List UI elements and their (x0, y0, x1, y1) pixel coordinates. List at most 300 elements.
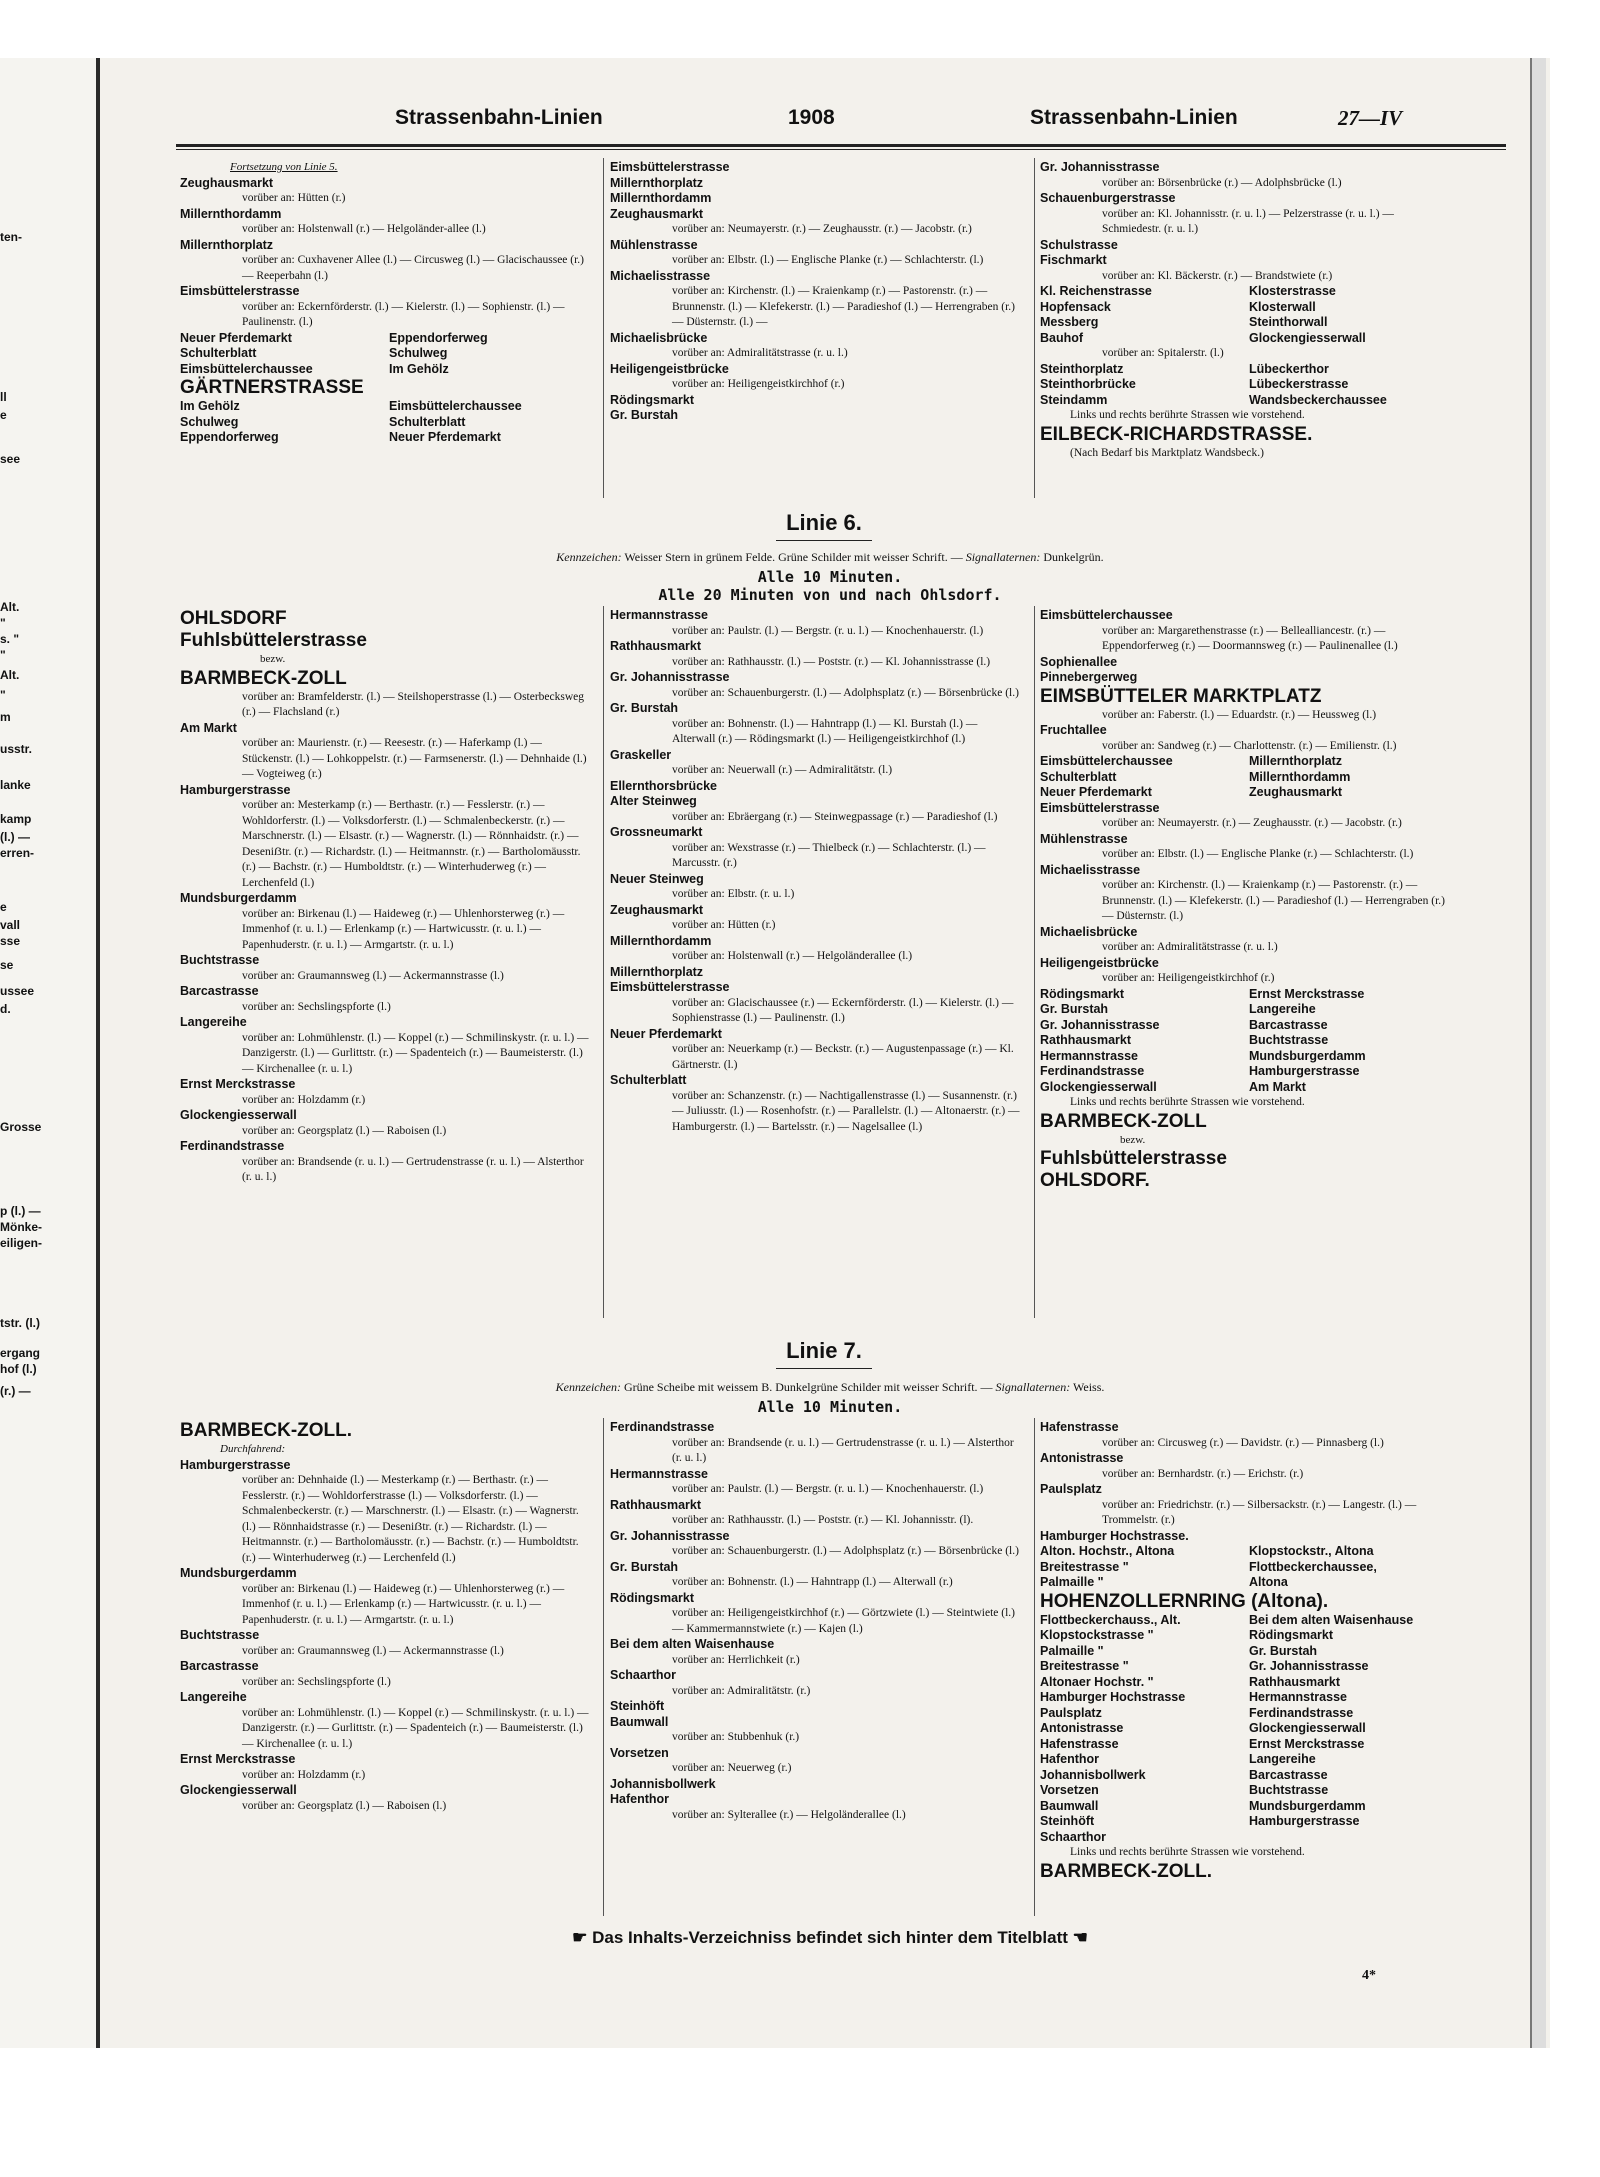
header-right: Strassenbahn-Linien (1030, 106, 1238, 129)
stop-name: Buchtstrasse (180, 953, 260, 967)
stop-name: Palmaille " (1040, 1643, 1104, 1658)
stop-name: Steinthorplatz (1040, 361, 1124, 376)
stop-name: Bauhof (1040, 330, 1084, 345)
stop-name: Paulsplatz (1040, 1482, 1102, 1496)
stop-name: Heiligengeistbrücke (1040, 955, 1159, 970)
header-year: 1908 (788, 106, 835, 129)
linie5-column-1 (180, 160, 598, 446)
footer-notice: ☛ Das Inhalts-Verzeichniss befindet sich hinter dem Titelblatt ☚ (572, 1928, 1088, 1947)
running-header (170, 102, 1510, 132)
stop-name: Gr. Johannisstrasse (1040, 160, 1160, 174)
stop-pair-column (1040, 754, 1249, 801)
stop-name: Eimsbüttelerstrasse (610, 980, 730, 994)
adjacent-page-fragment: d. (0, 1002, 11, 1016)
passing-streets: vorüber an: Sylterallee (r.) — Helgoländerallee (l.) (672, 1808, 906, 1821)
stop-pair-column (1040, 987, 1249, 1096)
stop-name: Eppendorferweg (180, 430, 279, 444)
route-note: Links und rechts berührte Strassen wie vorstehend. (1070, 1096, 1305, 1108)
stop-name: Alter Steinweg (610, 794, 697, 808)
stop-name: Alton. Hochstr., Altona (1040, 1544, 1175, 1558)
stop-name: Bei dem alten Waisenhause (1249, 1612, 1414, 1627)
stop-pair-column (389, 331, 598, 378)
stop-name: Schulweg (180, 414, 239, 429)
stop-name: Schulterblatt (610, 1073, 687, 1087)
stop-name: Breitestrasse " (1040, 1559, 1129, 1574)
adjacent-page-fragment: " (0, 616, 6, 630)
stop-name: Hermannstrasse (610, 1466, 708, 1481)
column-divider (1034, 158, 1035, 498)
passing-streets: vorüber an: Paulstr. (l.) — Bergstr. (r. u. l.) — Knochenhauerstr. (l.) (672, 624, 984, 637)
stop-name: Pinnebergerweg (1040, 670, 1138, 684)
stop-name: Millernthorplatz (610, 964, 704, 979)
passing-streets: vorüber an: Kl. Johannisstr. (r. u. l.) — Pelzerstrasse (r. u. l.) — Schmiedestr. (r. u. l.) (1102, 207, 1394, 235)
stop-name: Rathhausmarkt (1040, 1033, 1131, 1047)
stop-name: Langereihe (1249, 1752, 1316, 1766)
stop-name: Gr. Burstah (610, 1559, 679, 1574)
stop-name: Millernthordamm (610, 933, 712, 948)
adjacent-page-fragment: eiligen- (0, 1236, 43, 1250)
stop-name: Altonaer Hochstr. " (1040, 1674, 1154, 1689)
stop-name: Mundsburgerdamm (180, 1566, 297, 1580)
passing-streets: vorüber an: Paulstr. (l.) — Bergstr. (r. u. l.) — Knochenhauerstr. (l.) (672, 1483, 984, 1495)
stop-pair-column (1249, 1544, 1458, 1591)
stop-name: Neuer Pferdemarkt (610, 1026, 722, 1041)
stop-name: Eppendorferweg (389, 330, 488, 345)
stop-name: Gr. Burstah (1040, 1002, 1109, 1016)
linie6-title-rule (776, 540, 872, 541)
adjacent-page-fragment: usstr. (0, 742, 33, 756)
adjacent-page-fragment: tstr. (l.) (0, 1316, 41, 1330)
stop-name: Hamburgerstrasse (180, 782, 291, 797)
adjacent-page-fragment: " (0, 648, 6, 662)
stop-name: Gr. Burstah (610, 408, 679, 422)
route-note: (Nach Bedarf bis Marktplatz Wandsbeck.) (1070, 446, 1264, 459)
stop-name: Zeughausmarkt (1249, 785, 1343, 799)
passing-streets: vorüber an: Heiligengeistkirchhof (r.) (1102, 972, 1275, 984)
stop-pair-list (1040, 284, 1458, 346)
stop-name: Baumwall (1040, 1798, 1099, 1813)
stop-name: Hafenstrasse (1040, 1736, 1119, 1751)
scan-border (0, 0, 1600, 58)
stop-name: Fruchtallee (1040, 723, 1107, 737)
adjacent-page-fragment: " (0, 688, 6, 702)
linie6-interval: Alle 10 Minuten. (757, 568, 903, 586)
terminus-name: EILBECK-RICHARDSTRASSE. (1040, 423, 1313, 445)
stop-name: Mühlenstrasse (610, 237, 698, 252)
passing-streets: vorüber an: Rathhausstr. (l.) — Poststr. (r.) — Kl. Johannisstr. (l). (672, 1514, 974, 1526)
stop-name: Ernst Merckstrasse (180, 1077, 296, 1091)
passing-streets: vorüber an: Graumannsweg (l.) — Ackermannstrasse (l.) (242, 1644, 504, 1657)
stop-name: Michaelisbrücke (1040, 924, 1138, 939)
linie6-kennzeichen (180, 550, 1480, 565)
passing-streets: vorüber an: Stubbenhuk (r.) (672, 1731, 800, 1743)
adjacent-page-fragment: ten- (0, 230, 22, 244)
stop-name: Ferdinandstrasse (1249, 1705, 1354, 1720)
passing-streets: vorüber an: Wexstrasse (r.) — Thielbeck (r.) — Schlachterstr. (l.) — Marcusstr. (r.) (672, 841, 986, 869)
adjacent-page-fragment: (l.) — (0, 830, 30, 844)
stop-name: Schauenburgerstrasse (1040, 191, 1176, 205)
linie7-interval: Alle 10 Minuten. (757, 1398, 903, 1416)
stop-name: Klosterstrasse (1249, 284, 1336, 298)
stop-name: Steindamm (1040, 392, 1108, 407)
passing-streets: vorüber an: Cuxhavener Allee (l.) — Circusweg (l.) — Glacischaussee (r.) — Reeperbahn (l.) (242, 254, 585, 282)
stop-name: Gr. Johannisstrasse (1040, 1017, 1160, 1032)
stop-pair-list (1040, 754, 1458, 801)
stop-name: Barcastrasse (1249, 1767, 1328, 1782)
passing-streets: vorüber an: Sandweg (r.) — Charlottenstr. (r.) — Emilienstr. (l.) (1102, 739, 1397, 752)
passing-streets: vorüber an: Lohmühlenstr. (l.) — Koppel (r.) — Schmilinskystr. (r. u. l.) — Danzigerstr. (l.) — Gurlittstr. (r.) — Spadenteich (r.) — Baumeisterstr. (l.) — Kirchenallee (r. u. l.) (242, 1031, 589, 1075)
stop-name: Ellernthorsbrücke (610, 778, 717, 793)
stop-name: Rödingsmarkt (610, 1590, 695, 1605)
kennzeichen-label: Kennzeichen: (555, 1380, 621, 1394)
passing-streets: vorüber an: Ebräergang (r.) — Steinwegpassage (r.) — Paradieshof (l.) (672, 810, 998, 823)
stop-name: Mühlenstrasse (1040, 831, 1128, 846)
adjacent-page-fragment: p (l.) — (0, 1204, 41, 1218)
stop-pair-list (1040, 987, 1458, 1096)
continuation-note: Fortsetzung von Linie 5. (230, 161, 338, 173)
linie7-column-1 (180, 1420, 598, 1814)
stop-pair-column (1249, 1613, 1458, 1846)
stop-name: Sophienallee (1040, 654, 1118, 669)
stop-name: Rödingsmarkt (610, 392, 695, 407)
passing-streets: vorüber an: Neumayerstr. (r.) — Zeughausstr. (r.) — Jacobstr. (r.) (1102, 817, 1402, 829)
stop-name: Michaelisstrasse (610, 268, 711, 283)
adjacent-page-fragment: ll (0, 390, 7, 404)
stop-name: Millernthordamm (610, 191, 712, 205)
passing-streets: vorüber an: Sechslingspforte (l.) (242, 1675, 391, 1688)
stop-name: Ernst Merckstrasse (1249, 986, 1365, 1001)
stop-name: Baumwall (610, 1714, 669, 1729)
stop-name: Millernthorplatz (610, 175, 704, 190)
stop-name: Eimsbüttelerchaussee (180, 361, 313, 376)
passing-streets: vorüber an: Schauenburgerstr. (l.) — Adolphsplatz (r.) — Börsenbrücke (l.) (672, 686, 1019, 699)
stop-name: Hamburgerstrasse (1249, 1064, 1360, 1078)
stop-pair-column (1249, 362, 1458, 409)
adjacent-page-fragment: Alt. (0, 600, 20, 614)
stop-name: Breitestrasse " (1040, 1659, 1129, 1673)
stop-name: Klopstockstr., Altona (1249, 1544, 1374, 1558)
stop-name: Steinthorbrücke (1040, 377, 1136, 391)
stop-name: Hermannstrasse (1040, 1048, 1138, 1063)
passing-streets: vorüber an: Spitalerstr. (l.) (1102, 347, 1224, 359)
stop-name: Im Gehölz (180, 399, 240, 413)
adjacent-page-fragment: ergang (0, 1346, 41, 1360)
stop-name: Antonistrasse (1040, 1451, 1124, 1465)
stop-pair-column (1040, 1613, 1249, 1846)
stop-name: Schaarthor (610, 1668, 676, 1682)
passing-streets: vorüber an: Kl. Bäckerstr. (r.) — Brandstwiete (r.) (1102, 269, 1333, 282)
passing-streets: vorüber an: Margarethenstrasse (r.) — Bellealliancestr. (r.) — Eppendorferweg (r.) — Doormannsweg (r.) — Paulinenallee (l.) (1102, 624, 1398, 652)
passing-streets: vorüber an: Hütten (r.) (242, 192, 346, 204)
passing-streets: vorüber an: Lohmühlenstr. (l.) — Koppel (r.) — Schmilinskystr. (r. u. l.) — Danzigerstr. (r.) — Gurlittstr. (r.) — Spadenteich (r.) — Baumeisterstr. (l.) — Kirchenallee (r. u. l.) (242, 1706, 589, 1750)
stop-name: Barcastrasse (1249, 1017, 1328, 1032)
passing-streets: vorüber an: Elbstr. (l.) — Englische Planke (r.) — Schlachterstr. (l.) (672, 254, 984, 266)
column-divider (1034, 606, 1035, 1318)
stop-name: Fischmarkt (1040, 253, 1107, 267)
linie7-kennzeichen (180, 1380, 1480, 1395)
passing-streets: vorüber an: Maurienstr. (r.) — Reesestr. (r.) — Haferkamp (l.) — Stückenstr. (l.) — Lohkoppelstr. (r.) — Farmsenerstr. (l.) — Dehnhaide (l.) — Vogteiweg (r.) (242, 737, 587, 780)
terminus-name: BARMBECK-ZOLL. (180, 1420, 353, 1441)
passing-streets: vorüber an: Bernhardstr. (r.) — Erichstr. (r.) (1102, 1467, 1304, 1480)
kennzeichen-text: Weisser Stern in grünem Felde. Grüne Schilder mit weisser Schrift. — (624, 550, 963, 564)
stop-pair-column (1249, 754, 1458, 801)
stop-name: Langereihe (180, 1690, 247, 1704)
terminus-name: BARMBECK-ZOLL (180, 667, 347, 689)
stop-name: Ferdinandstrasse (1040, 1064, 1145, 1078)
stop-name: Ernst Merckstrasse (1249, 1736, 1365, 1751)
linie6-interval-ohlsdorf: Alle 20 Minuten von und nach Ohlsdorf. (658, 586, 1002, 604)
passing-streets: vorüber an: Holstenwall (r.) — Helgoländer-allee (l.) (242, 223, 486, 235)
signal-text: Dunkelgrün. (1043, 550, 1104, 564)
adjacent-page-fragment: (r.) — (0, 1384, 31, 1398)
passing-streets: vorüber an: Georgsplatz (l.) — Raboisen (l.) (242, 1799, 447, 1812)
linie5-column-3 (1040, 160, 1458, 461)
passing-streets: vorüber an: Mesterkamp (r.) — Berthastr. (r.) — Fesslerstr. (r.) — Wohldorferstr. (l.) — Volksdorferstr. (l.) — Schmalenbeckerstr. (r.) — Marschnerstr. (l.) — Elsastr. (r.) — Wagnerstr. (l.) — Rönnhaidstr. (r.) — Deseniẞtr. (r.) — Richardstr. (l.) — Heitmannstr. (r.) — Bartholomäusstr. (r.) — Bachstr. (r.) — Humboldtstr. (r.) — Winterhuderweg (r.) — Lerchenfeld (l.) (242, 799, 581, 889)
linie7-column-2 (610, 1420, 1028, 1823)
stop-name: Gr. Johannisstrasse (610, 1528, 730, 1543)
passing-streets: vorüber an: Börsenbrücke (r.) — Adolphsbrücke (l.) (1102, 176, 1342, 189)
stop-name: Mundsburgerdamm (1249, 1798, 1366, 1813)
stop-name: Ernst Merckstrasse (180, 1752, 296, 1766)
route-note: Durchfahrend: (220, 1443, 286, 1455)
linie7-column-3 (1040, 1420, 1458, 1883)
stop-name: Barcastrasse (180, 1659, 259, 1673)
passing-streets: vorüber an: Dehnhaide (l.) — Mesterkamp (r.) — Berthastr. (r.) — Fesslerstr. (r.) — Wohldorferstrasse (l.) — Volksdorferstr. (l.) — Schmalenbeckerstr. (r.) — Marschnerstr. (l.) — Elsastr. (r.) — Wagnerstr. (l.) — Rönnhaidstrasse (r.) — Deseniẞtr. (r.) — Richardstr. (l.) — Heitmannstr. (r.) — Bartholomäusstr. (r.) — Bachstr. (r.) — Humboldtstr. (r.) — Winterhuderweg (r.) — Lerchenfeld (l.) (242, 1474, 579, 1564)
signal-label: Signallaternen: (965, 550, 1041, 564)
terminus-name: BARMBECK-ZOLL (1040, 1110, 1207, 1132)
stop-name: Millernthordamm (1249, 769, 1351, 784)
alt-word: bezw. (1120, 1133, 1146, 1146)
stop-name: Eimsbüttelerchaussee (389, 399, 522, 413)
stop-name: Am Markt (180, 720, 237, 735)
passing-streets: vorüber an: Sechslingspforte (l.) (242, 1000, 391, 1013)
adjacent-page-fragment: lanke (0, 778, 31, 792)
adjacent-page-fragment: vall (0, 918, 21, 932)
stop-name: Ferdinandstrasse (610, 1420, 715, 1434)
stop-name: Barcastrasse (180, 984, 259, 998)
passing-streets: vorüber an: Admiralitätstr. (r.) (672, 1684, 811, 1697)
stop-name: Schulterblatt (180, 346, 257, 360)
terminus-name: GÄRTNERSTRASSE (180, 377, 364, 398)
stop-name: Rödingsmarkt (1040, 986, 1125, 1001)
stop-name: Mundsburgerdamm (1249, 1048, 1366, 1063)
stop-name: Vorsetzen (610, 1745, 669, 1760)
stop-name: Gr. Burstah (1249, 1643, 1318, 1658)
passing-streets: vorüber an: Friedrichstr. (r.) — Silbersackstr. (r.) — Langestr. (l.) — Trommelstr. (r.) (1102, 1498, 1417, 1526)
stop-pair-list (180, 399, 598, 446)
linie7-title-rule (776, 1368, 872, 1369)
kennzeichen-text: Grüne Scheibe mit weissem B. Dunkelgrüne Schilder mit weisser Schrift. — (623, 1380, 993, 1394)
passing-streets: vorüber an: Bohnenstr. (l.) — Hahntrapp (l.) — Alterwall (r.) (672, 1576, 953, 1588)
stop-name: Hamburger Hochstrasse (1040, 1690, 1186, 1704)
stop-name: Steinhöft (610, 1699, 665, 1713)
header-rule-thin (176, 149, 1506, 150)
linie6-column-1 (180, 608, 598, 1186)
passing-streets: vorüber an: Brandsende (r. u. l.) — Gertrudenstrasse (r. u. l.) — Alsterthor (r. u. l.) (242, 1155, 584, 1183)
stop-name: Hafenthor (610, 1792, 670, 1806)
column-divider (603, 158, 604, 498)
stop-name: Hamburgerstrasse (180, 1457, 291, 1472)
stop-pair-list (1040, 1613, 1458, 1846)
passing-streets: vorüber an: Birkenau (l.) — Haideweg (r.) — Uhlenhorsterweg (r.) — Immenhof (r. u. l.) — Erlenkamp (r.) — Hartwicusstr. (r. u. l.) — Papenhuderstr. (r. u. l.) — Armgartstr. (r. u. l.) (242, 1582, 565, 1626)
adjacent-page-fragment: m (0, 710, 11, 724)
terminus-name: Fuhlsbüttelerstrasse (1040, 1148, 1227, 1169)
passing-streets: vorüber an: Hütten (r.) (672, 919, 776, 931)
passing-streets: vorüber an: Admiralitätstrasse (r. u. l.) (1102, 941, 1278, 953)
stop-name: Rödingsmarkt (1249, 1628, 1334, 1642)
kennzeichen-label: Kennzeichen: (556, 550, 622, 564)
stop-name: Schulstrasse (1040, 237, 1118, 252)
stop-name: Schaarthor (1040, 1829, 1106, 1844)
passing-streets: vorüber an: Neuerwall (r.) — Admiralitätstr. (l.) (672, 764, 893, 776)
header-left: Strassenbahn-Linien (395, 106, 603, 129)
stop-name: Millernthorplatz (1249, 754, 1343, 768)
adjacent-page-fragment: kamp (0, 812, 32, 826)
terminus-name: OHLSDORF. (1040, 1170, 1150, 1191)
passing-streets: vorüber an: Elbstr. (r. u. l.) (672, 888, 795, 900)
stop-name: Vorsetzen (1040, 1783, 1099, 1797)
signal-text: Weiss. (1073, 1380, 1105, 1394)
linie5-column-2 (610, 160, 1028, 424)
stop-name: Neuer Pferdemarkt (1040, 785, 1152, 799)
stop-name: Hamburgerstrasse (1249, 1814, 1360, 1828)
column-divider (603, 1418, 604, 1916)
header-rule (176, 144, 1506, 147)
stop-name: Steinthorwall (1249, 315, 1328, 329)
stop-pair-column (1040, 1544, 1249, 1591)
terminus-name: OHLSDORF (180, 608, 287, 629)
stop-name: Grossneumarkt (610, 825, 703, 839)
adjacent-page-fragment: se (0, 958, 14, 972)
stop-pair-column (1249, 987, 1458, 1096)
stop-name: Zeughausmarkt (610, 206, 704, 221)
stop-name: Klosterwall (1249, 299, 1316, 314)
passing-streets: vorüber an: Elbstr. (l.) — Englische Planke (r.) — Schlachterstr. (l.) (1102, 848, 1414, 860)
stop-name: Hermannstrasse (610, 608, 708, 622)
stop-name: Glockengiesserwall (1249, 1721, 1366, 1735)
stop-name: Gr. Johannisstrasse (1249, 1659, 1369, 1673)
stop-name: Johannisbollwerk (1040, 1767, 1146, 1782)
passing-streets: vorüber an: Kirchenstr. (l.) — Kraienkamp (r.) — Pastorenstr. (r.) — Brunnenstr. (l.) — Klefekerstr. (l.) — Paradieshof (l.) — Herrengraben (r.) — Düsternstr. (l.) (1102, 879, 1445, 922)
passing-streets: vorüber an: Rathhausstr. (l.) — Poststr. (r.) — Kl. Johannisstrasse (l.) (672, 655, 991, 668)
stop-pair-list (1040, 1544, 1458, 1591)
column-divider (1034, 1418, 1035, 1916)
passing-streets: vorüber an: Admiralitätstrasse (r. u. l.) (672, 347, 848, 359)
stop-pair-column (180, 399, 389, 446)
terminus-name: Fuhlsbüttelerstrasse (180, 630, 367, 651)
passing-streets: vorüber an: Kirchenstr. (l.) — Kraienkamp (r.) — Pastorenstr. (r.) — Brunnenstr. (l.) — Klefekerstr. (l.) — Paradieshof (l.) — Herrengraben (r.) — Düsternstr. (l.) — (672, 285, 1015, 328)
stop-name: Flottbeckerchauss., Alt. (1040, 1612, 1181, 1627)
stop-name: Graskeller (610, 747, 672, 762)
stop-name: Altona (1249, 1575, 1288, 1589)
stop-name: Zeughausmarkt (610, 902, 704, 917)
adjacent-page-fragment: ussee (0, 984, 35, 998)
stop-name: Buchtstrasse (1249, 1783, 1329, 1797)
stop-name: Schulterblatt (389, 414, 466, 429)
passing-streets: vorüber an: Birkenau (l.) — Haideweg (r.) — Uhlenhorsterweg (r.) — Immenhof (r. u. l.) — Erlenkamp (r.) — Hartwicusstr. (r. u. l.) — Papenhuderstr. (r. u. l.) — Armgartstr. (r. u. l.) (242, 907, 565, 951)
passing-streets: vorüber an: Holzdamm (r.) (242, 1093, 366, 1106)
stop-name: Eimsbüttelerstrasse (180, 284, 300, 298)
stop-name: Heiligengeistbrücke (610, 361, 729, 376)
stop-name: Im Gehölz (389, 361, 449, 376)
stop-name: Messberg (1040, 315, 1099, 329)
stop-name: Schulterblatt (1040, 769, 1117, 784)
page-edge (1530, 58, 1546, 2048)
stop-name: Lübeckerthor (1249, 361, 1329, 376)
stop-name: Gr. Burstah (610, 701, 679, 715)
stop-name: Palmaille " (1040, 1575, 1104, 1589)
stop-name: Hafenthor (1040, 1752, 1100, 1766)
stop-name: Ferdinandstrasse (180, 1139, 285, 1153)
passing-streets: vorüber an: Faberstr. (l.) — Eduardstr. (r.) — Heussweg (l.) (1102, 708, 1377, 721)
stop-name: Gr. Johannisstrasse (610, 670, 730, 684)
alt-word: bezw. (260, 653, 286, 665)
stop-name: Mundsburgerdamm (180, 891, 297, 905)
stop-name: Langereihe (1249, 1002, 1316, 1016)
adjacent-page-fragment: erren- (0, 846, 35, 860)
adjacent-page-fragment: Grosse (0, 1120, 42, 1134)
stop-name: Glockengiesserwall (1040, 1079, 1157, 1094)
passing-streets: vorüber an: Circusweg (r.) — Davidstr. (r.) — Pinnasberg (l.) (1102, 1436, 1384, 1449)
signature-mark: 4* (1362, 1968, 1376, 1983)
passing-streets: vorüber an: Neumayerstr. (r.) — Zeughausstr. (r.) — Jacobstr. (r.) (672, 223, 972, 235)
stop-name: Lübeckerstrasse (1249, 377, 1349, 391)
stop-name: Hamburger Hochstrasse. (1040, 1528, 1189, 1543)
linie6-column-2 (610, 608, 1028, 1135)
stop-name: Hafenstrasse (1040, 1420, 1119, 1434)
passing-streets: vorüber an: Schanzenstr. (r.) — Nachtigallenstrasse (l.) — Susannenstr. (r.) — Juliusstr. (l.) — Rosenhofstr. (r.) — Parallelstr. (l.) — Altonaerstr. (r.) — Hamburgerstr. (l.) — Bartelsstr. (r.) — Nagelsallee (l.) (672, 1089, 1020, 1133)
stop-name: Steinhöft (1040, 1814, 1095, 1828)
passing-streets: vorüber an: Herrlichkeit (r.) (672, 1653, 800, 1666)
terminus-name: HOHENZOLLERNRING (Altona). (1040, 1590, 1329, 1612)
adjacent-page-fragment: e (0, 900, 7, 914)
stop-name: Millernthordamm (180, 206, 282, 221)
stop-name: Paulsplatz (1040, 1705, 1102, 1720)
adjacent-page-fragment: Alt. (0, 668, 20, 682)
stop-name: Michaelisbrücke (610, 330, 708, 345)
passing-streets: vorüber an: Eckernförderstr. (l.) — Kielerstr. (l.) — Sophienstr. (l.) — Paulinenstr. (l.) (242, 300, 565, 328)
stop-name: Hermannstrasse (1249, 1690, 1347, 1704)
stop-name: Klopstockstrasse " (1040, 1628, 1154, 1642)
adjacent-page-fragment: e (0, 408, 7, 422)
adjacent-page-fragment: Mönke- (0, 1220, 42, 1234)
adjacent-page-fragment: sse (0, 934, 21, 948)
adjacent-page-fragment: see (0, 452, 21, 466)
stop-name: Bei dem alten Waisenhause (610, 1637, 775, 1651)
stop-name: Rathhausmarkt (610, 639, 701, 653)
stop-name: Langereihe (180, 1015, 247, 1029)
signal-label: Signallaternen: (995, 1380, 1071, 1394)
stop-name: Rathhausmarkt (1249, 1674, 1340, 1689)
header-page-number: 27—IV (1338, 106, 1403, 130)
passing-streets: vorüber an: Heiligengeistkirchhof (r.) — Görtzwiete (l.) — Steintwiete (l.) — Kammermannstwiete (r.) — Kajen (l.) (672, 1607, 1015, 1635)
stop-pair-list (180, 331, 598, 378)
stop-name: Wandsbeckerchaussee (1249, 392, 1387, 407)
stop-name: Rathhausmarkt (610, 1497, 701, 1512)
stop-name: Millernthorplatz (180, 237, 274, 252)
stop-name: Zeughausmarkt (180, 175, 274, 190)
stop-name: Am Markt (1249, 1079, 1306, 1094)
stop-name: Buchtstrasse (180, 1628, 260, 1642)
stop-name: Neuer Pferdemarkt (389, 430, 501, 444)
passing-streets: vorüber an: Bramfelderstr. (l.) — Steilshoperstrasse (l.) — Osterbecksweg (r.) — Flachsland (r.) (242, 690, 585, 718)
stop-name: Flottbeckerchaussee, (1249, 1559, 1377, 1574)
adjacent-page-fragment: s. " (0, 632, 20, 646)
stop-name: Eimsbüttelerstrasse (1040, 800, 1160, 815)
passing-streets: vorüber an: Neuerweg (r.) (672, 1762, 792, 1774)
column-divider (603, 606, 604, 1318)
stop-pair-column (1249, 284, 1458, 346)
